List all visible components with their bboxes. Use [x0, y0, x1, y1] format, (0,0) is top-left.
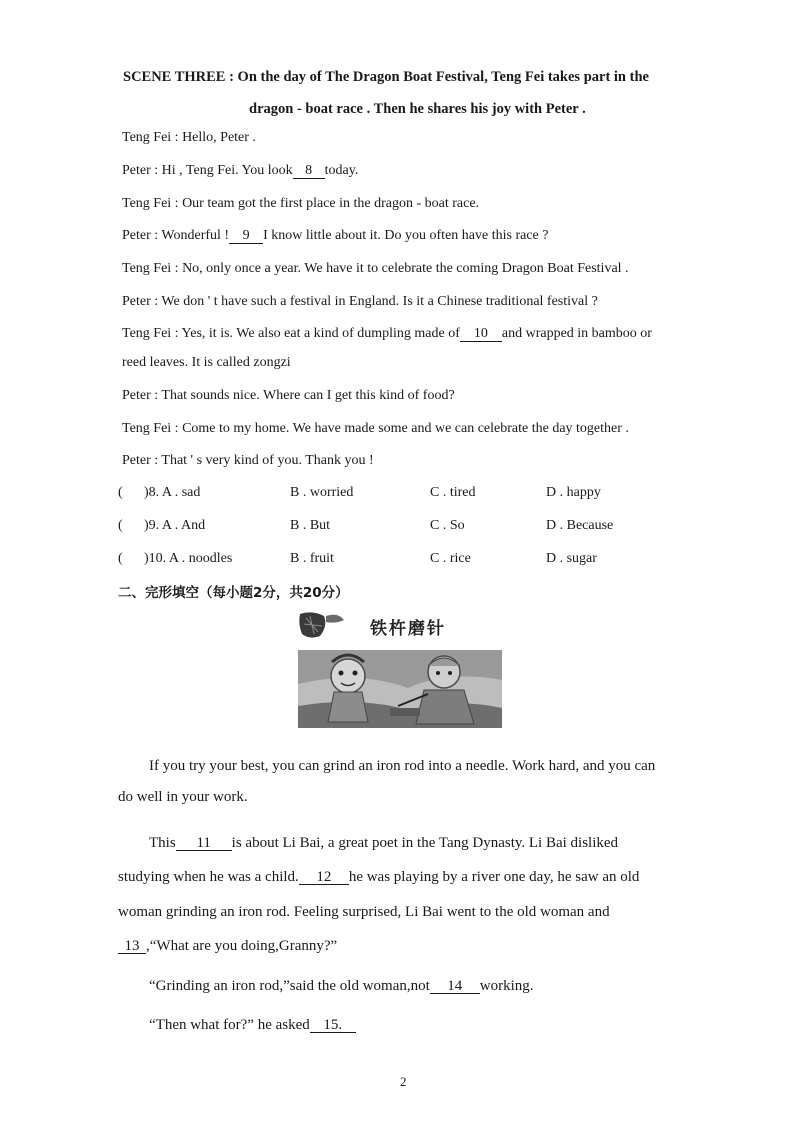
blank-13: 13 [118, 939, 146, 954]
scene-title-line-2: dragon - boat race . Then he shares his joy with Peter . [249, 101, 586, 117]
dialogue-line [122, 228, 548, 244]
option-c: C . rice [430, 551, 471, 566]
passage-line: If you try your best, you can grind an iron rod into a needle. Work hard, and you can [149, 758, 656, 774]
story-illustration [298, 610, 502, 728]
option-b: B . worried [290, 485, 354, 500]
answer-paren: ( [118, 518, 123, 533]
dialogue-line: Peter : That ' s very kind of you. Thank you ! [122, 453, 374, 468]
page-number: 2 [400, 1074, 407, 1089]
dialogue-text: today. [324, 163, 359, 178]
dialogue-line: Peter : We don ' t have such a festival in England. Is it a Chinese traditional festival ? [122, 294, 598, 309]
answer-paren: ( [118, 551, 123, 566]
option-a: )10. A . noodles [144, 551, 233, 566]
scene-title-line-1: SCENE THREE : On the day of The Dragon Boat Festival, Teng Fei takes part in the [123, 69, 649, 85]
passage-line [118, 869, 639, 886]
passage-line [149, 1017, 356, 1034]
blank-11: 11 [176, 836, 232, 851]
passage-text: working. [479, 978, 534, 994]
answer-paren: ( [118, 485, 123, 500]
dialogue-line: Teng Fei : No, only once a year. We have it to celebrate the coming Dragon Boat Festival . [122, 261, 629, 276]
dialogue-line: Teng Fei : Our team got the first place in the dragon - boat race. [122, 196, 480, 211]
blank-9: 9 [229, 229, 263, 244]
passage-text: ,“What are you doing,Granny?” [146, 938, 338, 954]
passage-line: do well in your work. [118, 789, 248, 805]
dialogue-text: Peter : Wonderful ! [122, 228, 230, 243]
passage-text: This [149, 835, 176, 851]
section-heading: 二、完形填空（每小题2分，共20分） [118, 585, 349, 601]
passage-line [118, 938, 337, 955]
option-a: )8. A . sad [144, 485, 201, 500]
passage-text: is about Li Bai, a great poet in the Tang Dynasty. Li Bai disliked [231, 835, 619, 851]
dialogue-line: Peter : That sounds nice. Where can I get this kind of food? [122, 388, 455, 403]
option-a: )9. A . And [144, 518, 206, 533]
option-b: B . fruit [290, 551, 334, 566]
dialogue-text: Peter : Hi , Teng Fei. You look [122, 163, 293, 178]
option-d: D . sugar [546, 551, 597, 566]
blank-12: 12 [299, 870, 349, 885]
passage-text: he was playing by a river one day, he saw an old [348, 869, 640, 885]
option-c: C . So [430, 518, 465, 533]
passage-text: “Then what for?” he asked [149, 1017, 310, 1033]
dialogue-line [122, 326, 652, 342]
blank-15: 15. [310, 1018, 356, 1033]
illustration-caption: 铁杵磨针 [370, 619, 446, 639]
blank-10: 10 [460, 327, 502, 342]
dialogue-line [122, 163, 358, 179]
blank-14: 14 [430, 979, 480, 994]
blank-8: 8 [293, 164, 325, 179]
passage-line [149, 978, 534, 995]
dialogue-line: Teng Fei : Hello, Peter . [122, 130, 256, 145]
passage-line: woman grinding an iron rod. Feeling surprised, Li Bai went to the old woman and [118, 904, 610, 920]
dialogue-line: reed leaves. It is called zongzi [122, 355, 291, 370]
passage-text: studying when he was a child. [118, 869, 299, 885]
dialogue-line: Teng Fei : Come to my home. We have made some and we can celebrate the day together . [122, 421, 629, 436]
dialogue-text: Teng Fei : Yes, it is. We also eat a kind of dumpling made of [122, 326, 460, 341]
option-b: B . But [290, 518, 331, 533]
option-d: D . Because [546, 518, 614, 533]
option-d: D . happy [546, 485, 601, 500]
passage-text: “Grinding an iron rod,”said the old woman,not [149, 978, 430, 994]
option-c: C . tired [430, 485, 476, 500]
dialogue-text: I know little about it. Do you often have this race ? [263, 228, 549, 243]
passage-line [149, 835, 618, 852]
dialogue-text: and wrapped in bamboo or [501, 326, 652, 341]
